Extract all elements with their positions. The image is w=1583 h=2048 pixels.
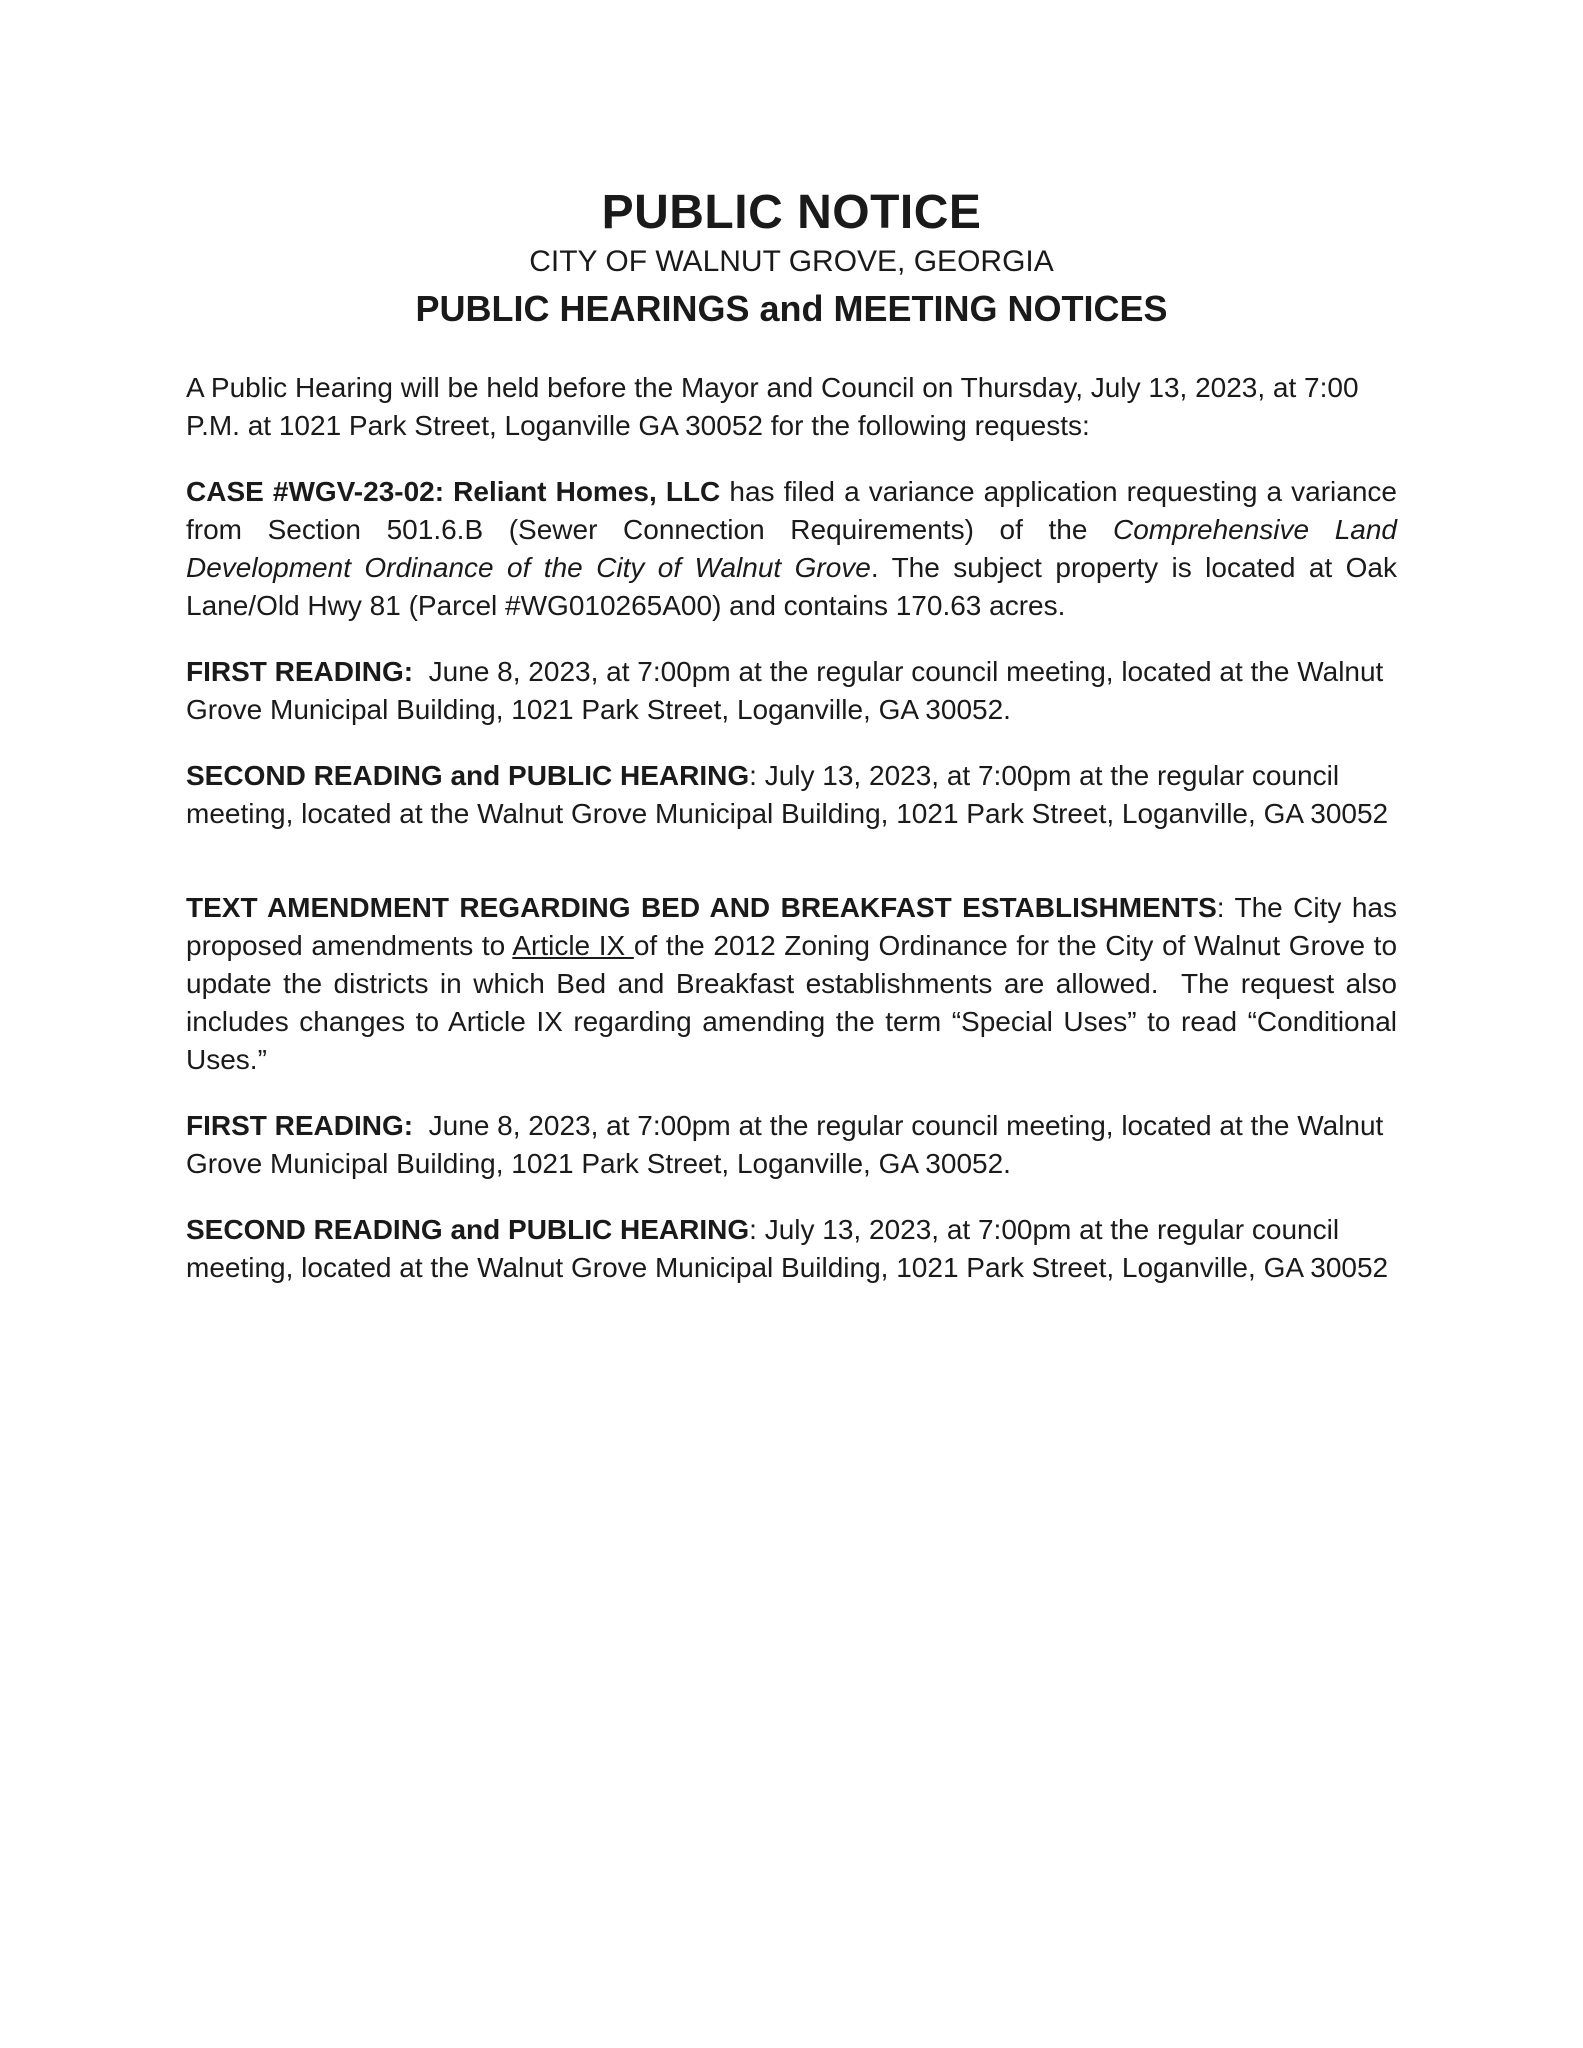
amendment-second-reading-label: SECOND READING and PUBLIC HEARING	[186, 1214, 750, 1245]
amendment-second-reading-text: : July 13, 2023, at 7:00pm at the regular council meeting, located at the Walnut Grove Municipal Building, 1021 Park Street, Loganville, GA 30052	[186, 1214, 1389, 1283]
case-label: CASE #WGV-23-02: Reliant Homes, LLC	[186, 476, 721, 507]
notice-subheading: PUBLIC HEARINGS and MEETING NOTICES	[415, 288, 1168, 329]
case-text-end: . The subject property is located at Oak Lane/Old Hwy 81 (Parcel #WG010265A00) and contains 170.63 acres.	[186, 552, 1398, 621]
amendment-text-after-label: : The City has proposed amendments to	[186, 892, 1397, 961]
amendment-article-ref: Article IX	[512, 930, 634, 961]
case-first-reading-label: FIRST READING:	[186, 656, 414, 687]
case-text-after-label: has filed a variance application requesting a variance from Section 501.6.B (Sewer Connection Requirements) of the	[186, 476, 1397, 545]
case-second-reading-text: : July 13, 2023, at 7:00pm at the regular council meeting, located at the Walnut Grove Municipal Building, 1021 Park Street, Loganville, GA 30052	[186, 760, 1389, 829]
case-ordinance-title: Comprehensive Land Development Ordinance of the City of Walnut Grove	[186, 514, 1397, 583]
case-second-reading-paragraph	[186, 757, 1397, 833]
case-first-reading-text: June 8, 2023, at 7:00pm at the regular council meeting, located at the Walnut Grove Municipal Building, 1021 Park Street, Loganville, GA 30052.	[186, 656, 1384, 725]
case-first-reading-paragraph	[186, 653, 1397, 729]
case-paragraph	[186, 473, 1397, 625]
amendment-first-reading-paragraph	[186, 1107, 1397, 1183]
amendment-text-end: of the 2012 Zoning Ordinance for the City of Walnut Grove to update the districts in which Bed and Breakfast establishments are allowed. The request also includes changes to Article IX regarding amending the term “Special Uses” to read “Conditional Uses.”	[186, 930, 1398, 1075]
case-second-reading-label: SECOND READING and PUBLIC HEARING	[186, 760, 750, 791]
amendment-second-reading-paragraph	[186, 1211, 1397, 1287]
amendment-paragraph	[186, 889, 1397, 1079]
intro-paragraph: A Public Hearing will be held before the Mayor and Council on Thursday, July 13, 2023, at 7:00 P.M. at 1021 Park Street, Loganville GA 30052 for the following requests:	[186, 372, 1359, 441]
amendment-label: TEXT AMENDMENT REGARDING BED AND BREAKFAST ESTABLISHMENTS	[186, 892, 1217, 923]
amendment-first-reading-text: June 8, 2023, at 7:00pm at the regular council meeting, located at the Walnut Grove Municipal Building, 1021 Park Street, Loganville, GA 30052.	[186, 1110, 1384, 1179]
notice-city-line: CITY OF WALNUT GROVE, GEORGIA	[529, 245, 1054, 278]
notice-title: PUBLIC NOTICE	[601, 186, 982, 239]
amendment-first-reading-label: FIRST READING:	[186, 1110, 414, 1141]
